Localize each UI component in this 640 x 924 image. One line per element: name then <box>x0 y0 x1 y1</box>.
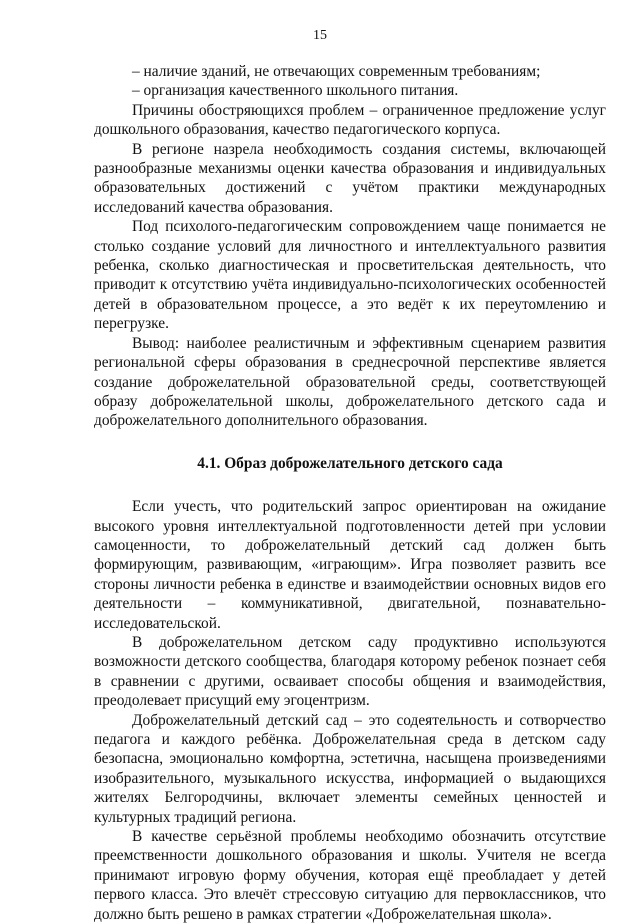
paragraph-parent-request: Если учесть, что родительский запрос ориентирован на ожидание высокого уровня интеллектуальной подготовленности детей при условии самоценности, то доброжелательный детский сад должен быть формирующим, развивающим, «играющим». Игра позволяет развить все стороны личности ребенка в единстве и взаимодействии основных видов его деятельности – коммуникативной, двигательной, познавательно-исследовательской. <box>94 498 606 632</box>
paragraph-continuity-problem: В качестве серьёзной проблемы необходимо обозначить отсутствие преемственности дошкольного образования и школы. Учителя не всегда принимают игровую форму обучения, которая ещё преобладает у детей первого класса. Это влечёт стрессовую ситуацию для первоклассников, что должно быть решено в рамках стратегии «Доброжелательная школа». <box>94 828 606 923</box>
section-heading: 4.1. Образ доброжелательного детского сада <box>197 454 503 472</box>
paragraph-conclusion: Вывод: наиболее реалистичным и эффективным сценарием развития региональной сферы образования в среднесрочной перспективе является создание доброжелательной образовательной среды, соответствующей образу доброжелательной школы, доброжелательного детского сада и доброжелательного дополнительного образования. <box>94 334 606 430</box>
list-item-school-nutrition: – организация качественного школьного питания. <box>132 82 459 100</box>
paragraph-psych-support: Под психолого-педагогическим сопровождением чаще понимается не столько создание условий для личностного и интеллектуального развития ребенка, сколько диагностическая и просветительская деятельность, что приводит к отсутствию учёта индивидуально-психологических особенностей детей в образовательном процессе, а это ведёт к их переутомлению и перегрузке. <box>94 218 606 333</box>
paragraph-causes: Причины обостряющихся проблем – ограниченное предложение услуг дошкольного образования, качество педагогического корпуса. <box>94 101 606 139</box>
page-number: 15 <box>313 28 327 43</box>
document-body <box>94 62 606 924</box>
list-item-buildings: – наличие зданий, не отвечающих современным требованиям; <box>132 63 541 80</box>
paragraph-child-community: В доброжелательном детском саду продуктивно используются возможности детского сообщества, благодаря которому ребенок познает себя в сравнении с другими, осваивает способы общения и взаимодействия, преодолевает присущий ему эгоцентризм. <box>94 633 606 710</box>
paragraph-kindergarten-environment: Доброжелательный детский сад – это содеятельность и сотворчество педагога и каждого ребёнка. Доброжелательная среда в детском саду безопасна, эмоционально комфортна, эстетична, насыщена произведениями изобразительного, музыкального искусства, информацией о выдающихся жителях Белгородчины, включает элементы семейных ценностей и культурных традиций региона. <box>94 711 606 826</box>
paragraph-region-system: В регионе назрела необходимость создания системы, включающей разнообразные механизмы оценки качества образования и индивидуальных образовательных достижений с учётом практики международных исследований качества образования. <box>94 140 606 216</box>
